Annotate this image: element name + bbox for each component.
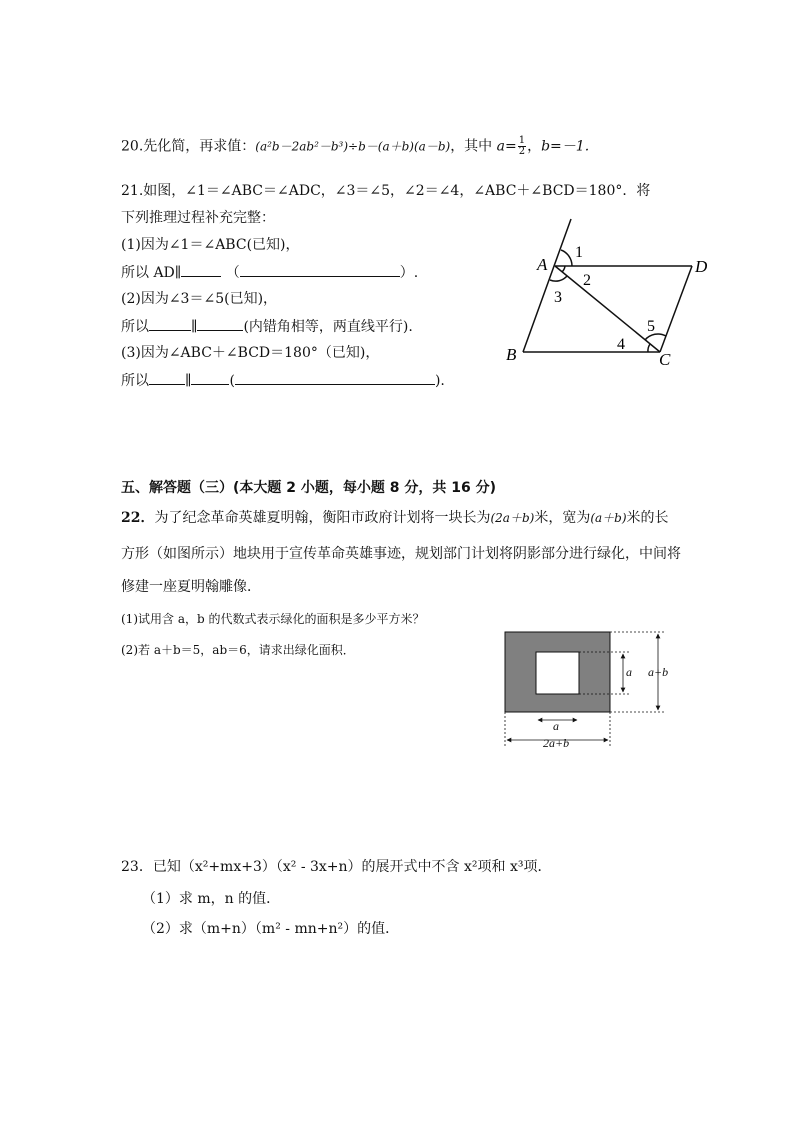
q22-line1-b: 米，宽为 [534,510,591,526]
q21-part1-blank-reason[interactable] [240,263,400,277]
q22-rectangle-figure [498,626,678,752]
q21-part3-blank-2[interactable] [191,371,229,385]
q21-line1: 21.如图，∠1＝∠ABC＝∠ADC，∠3＝∠5，∠2＝∠4，∠ABC＋∠BCD＝180°．将 [121,183,651,199]
label-angle-2: 2 [583,272,591,289]
label-angle-4: 4 [617,336,625,353]
label-B: B [506,345,517,364]
label-inner-width: a [553,719,559,733]
q23-part2: （2）求（m+n）（m² - mn+n²）的值． [142,921,400,937]
q21-part3-parallel: ∥ [185,373,192,389]
q22-width-expr: (a＋b) [590,511,627,525]
q22-line3: 修建一座夏明翰雕像． [121,579,261,595]
q21-part3-blank-reason[interactable] [235,371,435,385]
q21-part1-given: (1)因为∠1＝∠ABC(已知)， [121,237,300,253]
question-20 [121,136,589,157]
q23-line1: 23．已知（x²+mx+3）（x² - 3x+n）的展开式中不含 x²项和 x³项． [121,859,552,875]
q21-part3-given: (3)因为∠ABC＋∠BCD＝180°（已知)， [121,345,380,361]
q20-expression: (a²b－2ab²－b³)÷b－(a＋b)(a－b) [255,139,451,154]
q20-sep: ， [527,138,542,155]
q22-line1 [121,509,669,527]
q21-part2-blank-1[interactable] [149,317,191,331]
q20-where: ，其中 [450,138,497,155]
q21-part1-blank-line[interactable] [181,263,221,277]
q22-line1-c: 米的长 [626,510,669,526]
q21-part1-so: 所以 AD∥ [121,265,182,281]
q22-number: 22． [121,510,155,526]
angle-arc-1 [561,250,572,266]
label-C: C [659,350,671,369]
label-outer-width: 2a+b [543,736,570,750]
q21-part2-parallel: ∥ [191,319,198,335]
label-inner-height: a [626,665,632,679]
section-5-heading: 五、解答题（三）(本大题 2 小题，每小题 8 分，共 16 分) [121,480,497,496]
q21-part2-reason: (内错角相等，两直线平行). [243,319,413,335]
q20-b-eq: b=－1. [541,138,590,155]
q21-part1-paren-open: （ [225,265,240,281]
q22-line2: 方形（如图所示）地块用于宣传革命英雄事迹，规划部门计划将阴影部分进行绿化，中间将 [121,546,681,562]
statue-square [536,652,579,694]
q20-lead: 先化简，再求值： [143,138,256,155]
label-angle-3: 3 [554,289,562,306]
q22-line1-a: 为了纪念革命英雄夏明翰，衡阳市政府计划将一块长为 [154,510,491,526]
label-angle-1: 1 [575,244,583,261]
q20-a-eq: a= [496,138,517,155]
q20-number: 20. [121,138,144,155]
q21-line2: 下列推理过程补充完整： [121,210,275,226]
q21-part2-so: 所以 [121,319,149,335]
q21-part1-answer [121,263,418,282]
angle-arc-3 [550,276,567,281]
label-angle-5: 5 [647,318,655,335]
q21-part1-paren-close: ）. [399,265,419,281]
diagonal-ac [555,266,660,352]
label-D: D [695,257,708,276]
line-ba-extended [523,219,571,352]
q21-part3-answer [121,371,445,390]
q21-part3-paren-close: ). [434,373,445,389]
segment-dc [660,266,692,352]
q21-part2-blank-2[interactable] [197,317,243,331]
q21-part3-blank-1[interactable] [149,371,185,385]
q22-part2: (2)若 a＋b＝5，ab＝6，请求出绿化面积． [121,643,355,657]
q21-part3-paren-open: ( [229,373,235,389]
q23-part1: （1）求 m，n 的值． [142,891,281,907]
label-A: A [537,255,548,274]
q20-a-denominator: 2 [518,146,526,157]
q21-part2-answer [121,317,413,336]
q21-part2-given: (2)因为∠3＝∠5(已知)， [121,291,278,307]
q20-a-numerator: 1 [518,135,526,146]
q22-part1: (1)试用含 a，b 的代数式表示绿化的面积是多少平方米？ [121,612,425,626]
q20-a-fraction [518,136,526,157]
q21-part3-so: 所以 [121,373,149,389]
q21-parallelogram-figure [500,215,715,375]
label-outer-height: a+b [648,665,669,679]
q22-length-expr: (2a＋b) [490,511,535,525]
angle-arc-2 [562,266,565,272]
angle-arc-4 [648,344,650,352]
